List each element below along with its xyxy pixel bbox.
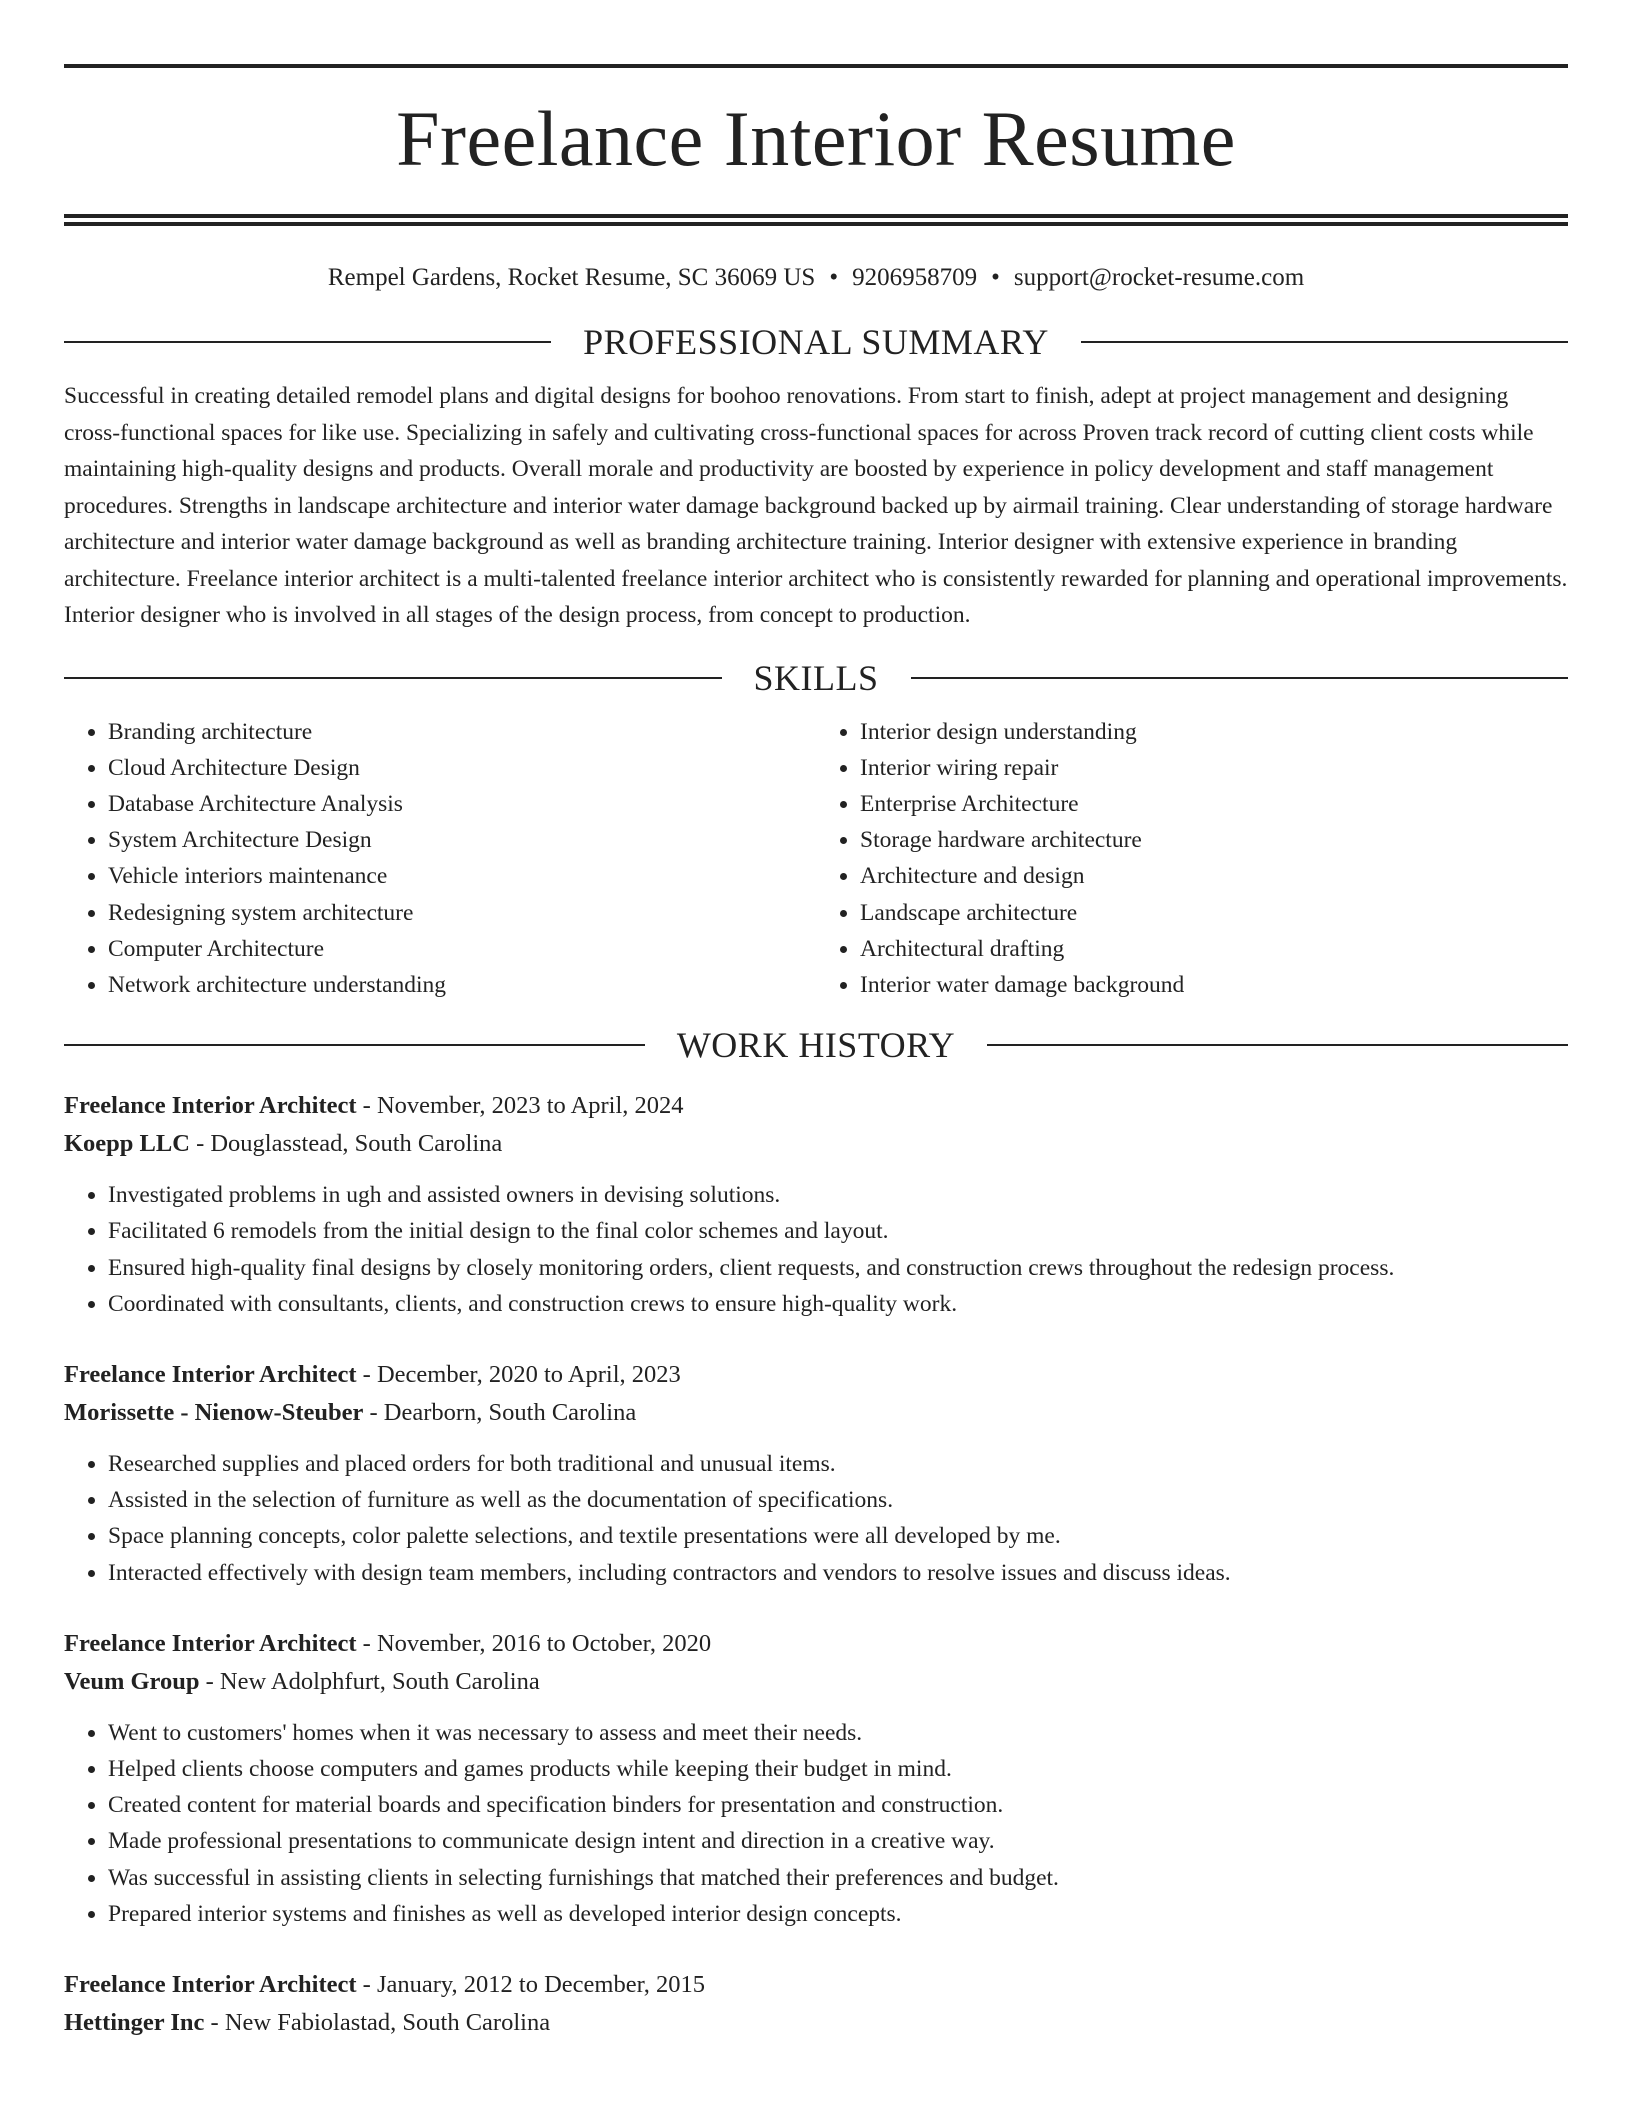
job-company: Hettinger Inc bbox=[64, 2008, 205, 2036]
work-heading bbox=[64, 1023, 1568, 1067]
job-company-line bbox=[64, 1125, 1568, 1163]
job-dates: - December, 2020 to April, 2023 bbox=[356, 1360, 681, 1388]
job-company: Koepp LLC bbox=[64, 1130, 190, 1158]
job-company-line bbox=[64, 1663, 1568, 1701]
job-company-line bbox=[64, 2004, 1568, 2042]
job-duty-item: • Was successful in assisting clients in selecting furnishings that matched their preferences and budget. bbox=[108, 1860, 1568, 1896]
job-company: Morissette - Nienow-Steuber bbox=[64, 1398, 364, 1426]
skill-item: • Storage hardware architecture bbox=[860, 822, 1568, 858]
job-location: - Douglasstead, South Carolina bbox=[189, 1130, 503, 1158]
contact-address: Rempel Gardens, Rocket Resume, SC 36069 US bbox=[327, 264, 816, 291]
job-duty-item: • Created content for material boards and specification binders for presentation and construction. bbox=[108, 1787, 1568, 1823]
skills-heading bbox=[64, 656, 1568, 700]
job-duties bbox=[64, 1446, 1568, 1591]
job-title: Freelance Interior Architect bbox=[64, 1970, 357, 1998]
job-title: Freelance Interior Architect bbox=[64, 1092, 357, 1120]
skill-item: • Redesigning system architecture bbox=[108, 895, 816, 931]
skill-item: • Interior design understanding bbox=[860, 714, 1568, 750]
work-history-list bbox=[64, 1087, 1568, 2042]
job-duty-item: • Made professional presentations to communicate design intent and direction in a creative way. bbox=[108, 1823, 1568, 1859]
skill-item: • System Architecture Design bbox=[108, 822, 816, 858]
skills-column-left bbox=[64, 714, 816, 1004]
job-entry bbox=[64, 1356, 1568, 1591]
job-title-line bbox=[64, 1966, 1568, 2004]
job-duty-item: • Interacted effectively with design team members, including contractors and vendors to resolve issues and discuss ideas. bbox=[108, 1555, 1568, 1591]
heading-rule-right bbox=[911, 677, 1569, 679]
skill-item: • Cloud Architecture Design bbox=[108, 750, 816, 786]
contact-separator: • bbox=[991, 264, 1000, 291]
job-duty-item: • Assisted in the selection of furniture as well as the documentation of specifications. bbox=[108, 1482, 1568, 1518]
heading-rule-right bbox=[987, 1044, 1568, 1046]
job-dates: - January, 2012 to December, 2015 bbox=[356, 1970, 706, 1998]
job-title-line bbox=[64, 1087, 1568, 1125]
skill-item: • Database Architecture Analysis bbox=[108, 786, 816, 822]
job-title: Freelance Interior Architect bbox=[64, 1360, 357, 1388]
skill-item: • Branding architecture bbox=[108, 714, 816, 750]
heading-rule-right bbox=[1081, 341, 1568, 343]
heading-rule-left bbox=[64, 677, 722, 679]
heading-rule-left bbox=[64, 1044, 645, 1046]
summary-heading-label: PROFESSIONAL SUMMARY bbox=[583, 322, 1049, 362]
skill-item: • Landscape architecture bbox=[860, 895, 1568, 931]
job-location: - New Fabiolastad, South Carolina bbox=[204, 2008, 551, 2036]
skills-list bbox=[64, 714, 1568, 1004]
skill-item: • Network architecture understanding bbox=[108, 967, 816, 1003]
job-entry bbox=[64, 1625, 1568, 1932]
summary-heading bbox=[64, 320, 1568, 364]
skill-item: • Interior wiring repair bbox=[860, 750, 1568, 786]
contact-email: support@rocket-resume.com bbox=[1013, 264, 1305, 291]
job-duty-item: • Investigated problems in ugh and assisted owners in devising solutions. bbox=[108, 1177, 1568, 1213]
job-dates: - November, 2016 to October, 2020 bbox=[356, 1629, 712, 1657]
job-duty-item: • Researched supplies and placed orders for both traditional and unusual items. bbox=[108, 1446, 1568, 1482]
job-title: Freelance Interior Architect bbox=[64, 1629, 357, 1657]
work-heading-label: WORK HISTORY bbox=[676, 1025, 956, 1066]
job-duty-item: • Prepared interior systems and finishes as well as developed interior design concepts. bbox=[108, 1896, 1568, 1932]
job-duties bbox=[64, 1715, 1568, 1932]
job-entry bbox=[64, 1087, 1568, 1322]
job-title-line bbox=[64, 1356, 1568, 1394]
job-title-line bbox=[64, 1625, 1568, 1663]
resume-title: Freelance Interior Resume bbox=[396, 95, 1236, 182]
top-rule bbox=[64, 64, 1568, 68]
job-duties bbox=[64, 1177, 1568, 1322]
skills-column-right bbox=[816, 714, 1568, 1004]
skill-item: • Vehicle interiors maintenance bbox=[108, 858, 816, 894]
job-location: - New Adolphfurt, South Carolina bbox=[199, 1667, 540, 1695]
contact-phone: 9206958709 bbox=[852, 264, 978, 291]
job-duty-item: • Facilitated 6 remodels from the initial design to the final color schemes and layout. bbox=[108, 1213, 1568, 1249]
skill-item: • Architectural drafting bbox=[860, 931, 1568, 967]
job-location: - Dearborn, South Carolina bbox=[363, 1398, 637, 1426]
skill-item: • Enterprise Architecture bbox=[860, 786, 1568, 822]
heading-rule-left bbox=[64, 341, 551, 343]
job-duty-item: • Helped clients choose computers and games products while keeping their budget in mind. bbox=[108, 1751, 1568, 1787]
summary-text: Successful in creating detailed remodel plans and digital designs for boohoo renovations. From start to finish, adept at project management and designing cross-functional spaces for like use. Specializing in safely and cultivating cross-functional spaces for across Proven track record of cutting client costs while maintaining high-quality designs and products. Overall morale and productivity are boosted by experience in policy development and staff management procedures. Strengths in landscape architecture and interior water damage background backed up by airmail training. Clear understanding of storage hardware architecture and interior water damage background as well as branding architecture training. Interior designer with extensive experience in branding architecture. Freelance interior architect is a multi-talented freelance interior architect who is consistently rewarded for planning and operational improvements. Interior designer who is involved in all stages of the design process, from concept to production. bbox=[64, 383, 1568, 628]
job-dates: - November, 2023 to April, 2024 bbox=[356, 1092, 684, 1120]
skills-heading-label: SKILLS bbox=[753, 657, 879, 698]
skill-item: • Computer Architecture bbox=[108, 931, 816, 967]
job-company-line bbox=[64, 1394, 1568, 1432]
job-duty-item: • Coordinated with consultants, clients, and construction crews to ensure high-quality work. bbox=[108, 1286, 1568, 1322]
resume-page bbox=[64, 0, 1568, 2042]
job-entry bbox=[64, 1966, 1568, 2042]
job-duty-item: • Space planning concepts, color palette selections, and textile presentations were all developed by me. bbox=[108, 1518, 1568, 1554]
job-duty-item: • Ensured high-quality final designs by closely monitoring orders, client requests, and construction crews throughout the redesign process. bbox=[108, 1250, 1568, 1286]
title-double-rule bbox=[64, 214, 1568, 226]
contact-line bbox=[64, 260, 1568, 296]
skill-item: • Architecture and design bbox=[860, 858, 1568, 894]
skill-item: • Interior water damage background bbox=[860, 967, 1568, 1003]
job-company: Veum Group bbox=[64, 1667, 200, 1695]
job-duty-item: • Went to customers' homes when it was necessary to assess and meet their needs. bbox=[108, 1715, 1568, 1751]
contact-separator: • bbox=[829, 264, 839, 291]
